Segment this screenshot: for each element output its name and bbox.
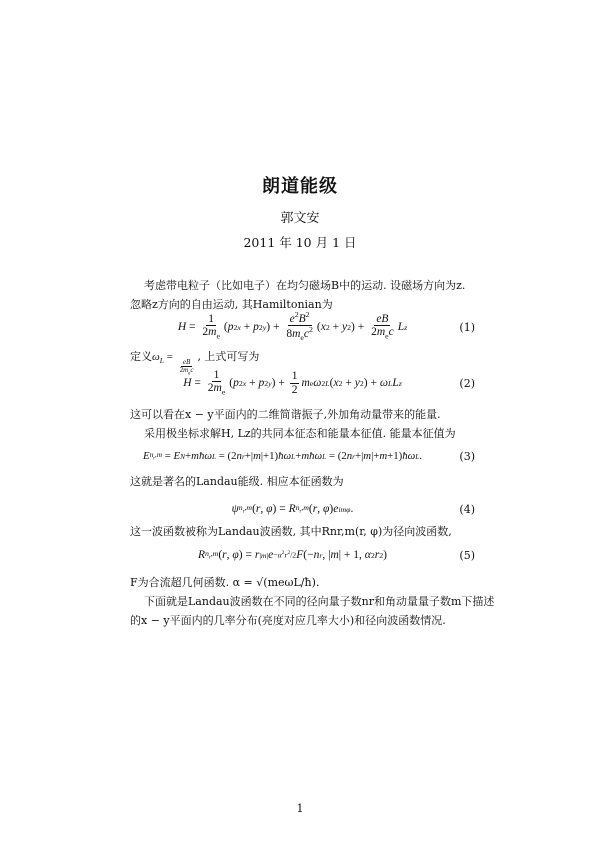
paragraph-landau-levels [130,472,470,491]
paragraph-line: 忽略z方向的自由运动, 其Hamiltonian为 [130,298,333,311]
paragraph-text: 定义 [130,350,152,363]
equation-body: E $n_r,m$ = E N + mħω L = (2 n r +| m |+1) ħω L + mħω L = (2 n r +| m |+ m +1) ħω L . [142,450,423,462]
paragraph-description [130,592,495,630]
paragraph-line: 这一波函数被称为Landau波函数, 其中Rnr,m(r, φ)为径向波函数, [130,525,452,538]
paragraph-line: 这可以看在x − y平面内的二维简谐振子,外加角动量带来的能量. [130,408,441,421]
equation-body: H = $\frac{1}{2m_e}$ ( p 2 x + p 2 y ) + $\frac{1}{2}$ m e ω 2 L ( x 2 + y 2 ) + ω L L z [183,369,402,397]
equation-1 [130,312,475,342]
equation-body: R $n_r,m$ ( r , φ ) = r |m| e $-\alpha^2r^2/2$ F (− n r , | m | + 1, α 2 r 2 ) [198,549,387,561]
paragraph-wavefunction [130,522,470,541]
paragraph-line: 的x − y平面内的几率分布(亮度对应几率大小)和径向波函数情况. [130,614,446,627]
equation-5 [130,540,475,570]
paragraph-oscillator [130,405,470,443]
equation-number: (4) [459,502,475,516]
equation-3 [100,441,475,471]
page-title: 朗道能级 [262,176,338,197]
equation-number: (2) [459,376,475,390]
inline-definition: $\omega_L$ = $\frac{eB}{2m_ec}$ [152,351,194,377]
page-number: 1 [296,802,304,815]
paragraph-line: 这就是著名的Landau能级. 相应本征函数为 [130,475,344,488]
equation-body: H = $\frac{1}{2m_e}$ ( p 2 x + p 2 y ) + $\frac{e^2B^2}{8m_ec^2}$ ( x 2 + y 2 ) + $\frac{eB}{2m_ec}$ L z [177,310,408,343]
paragraph-line: 采用极坐标求解H, Lz的共同本征态和能量本征值. 能量本征值为 [144,427,456,440]
paragraph-text: , 上式可写为 [197,350,260,363]
equation-2 [130,368,475,398]
paragraph-hypergeometric [130,573,470,592]
author: 郭文安 [280,211,320,226]
equation-number: (5) [459,548,475,562]
paragraph-line: 下面就是Landau波函数在不同的径向量子数nr和角动量量子数m下描述 [144,595,495,608]
paragraph-intro [130,276,470,314]
equation-number: (3) [459,449,475,463]
equation-4 [130,494,475,524]
equation-number: (1) [459,320,475,334]
equation-body: ψ $n_r,m$ ( r , φ ) = R $n_r,m$ ( r , φ ) e imφ . [231,503,354,515]
date: 2011 年 10 月 1 日 [243,235,357,250]
paragraph-line: F为合流超几何函数. α = √(meωL/ħ). [130,576,320,589]
paragraph-line: 考虑带电粒子（比如电子）在均匀磁场B中的运动. 设磁场方向为z. [144,279,466,292]
